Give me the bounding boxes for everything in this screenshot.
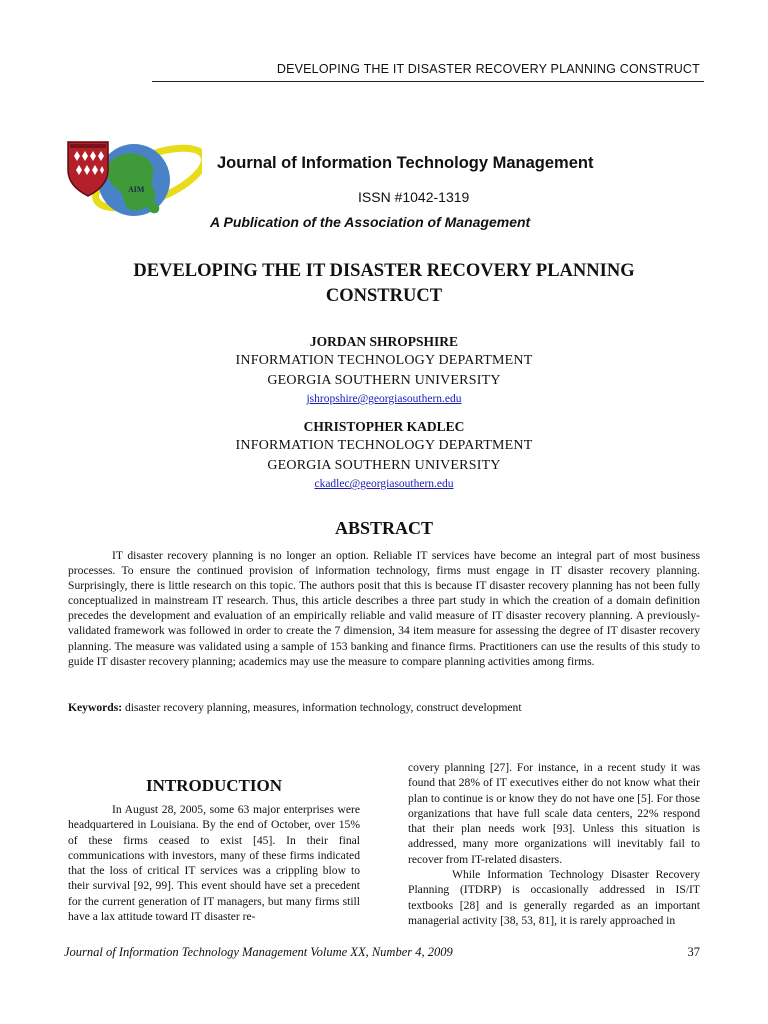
author-email-link[interactable]: ckadlec@georgiasouthern.edu — [314, 478, 454, 490]
issn: ISSN #1042-1319 — [358, 189, 470, 205]
page-number: 37 — [687, 945, 700, 959]
journal-title: Journal of Information Technology Management — [217, 154, 594, 172]
author-block — [84, 418, 684, 492]
body-paragraph: In August 28, 2005, some 63 major enterprises were headquartered in Louisiana. By the end of October, over 15% of these firms ceased to exist [45]. In their final communications with investors, many of these firms indicated that the loss of critical IT services was a crippling blow to their survival [92, 99]. This event should have set a precedent for the current generation of IT managers, but many firms still have a lax attitude toward IT disaster re- — [68, 803, 360, 924]
author-email-link[interactable]: jshropshire@georgiasouthern.edu — [306, 393, 462, 405]
body-paragraph: While Information Technology Disaster Recovery Planning (ITDRP) is occasionally addressed in IS/IT textbooks [28] and is generally regarded as an important managerial activity [38, 53, 81], it is rarely approached in — [408, 868, 700, 927]
introduction-heading: INTRODUCTION — [145, 776, 283, 795]
author-department: INFORMATION TECHNOLOGY DEPARTMENT — [235, 353, 533, 368]
abstract-body — [68, 548, 700, 669]
abstract-heading: ABSTRACT — [334, 518, 434, 538]
right-column — [408, 760, 700, 928]
author-name: JORDAN SHROPSHIRE — [309, 334, 459, 349]
left-column — [68, 802, 360, 924]
author-university: GEORGIA SOUTHERN UNIVERSITY — [267, 458, 501, 473]
abstract-paragraph: IT disaster recovery planning is no longer an option. Reliable IT services have become an integral part of most business processes. To ensure the continued provision of information technology, firms must engage in IT disaster recovery planning. Surprisingly, there is little research on this topic. The authors posit that this is because IT disaster recovery planning has not been fully conceptualized in mainstream IT research. Thus, this article describes a three part study in which the creation of a domain definition precedes the development and evaluation of an empirically reliable and valid measure of IT disaster recovery planning. A previously-validated framework was followed in order to create the 7 dimension, 34 item measure for assessing the degree of IT disaster recovery planning. The measure was validated using a sample of 153 banking and finance firms. Practitioners can use the results of this study to guide IT disaster recovery planning; academics may use the measure to compare planning activities among firms. — [68, 549, 700, 668]
running-head: DEVELOPING THE IT DISASTER RECOVERY PLANNING CONSTRUCT — [276, 62, 700, 76]
publication-line: A Publication of the Association of Management — [210, 214, 531, 230]
paper-title-line-2: CONSTRUCT — [325, 286, 443, 306]
author-block — [84, 333, 684, 407]
header-rule — [152, 81, 704, 82]
logo-lettering: AIM — [128, 185, 145, 194]
keywords-text: disaster recovery planning, measures, information technology, construct development — [122, 701, 522, 714]
author-name: CHRISTOPHER KADLEC — [303, 419, 465, 434]
keywords-line — [68, 700, 700, 715]
author-university: GEORGIA SOUTHERN UNIVERSITY — [267, 373, 501, 388]
footer-citation: Journal of Information Technology Management Volume XX, Number 4, 2009 — [64, 945, 453, 959]
paper-title-line-1: DEVELOPING THE IT DISASTER RECOVERY PLANNING — [133, 261, 635, 281]
journal-logo — [62, 130, 202, 230]
body-paragraph: covery planning [27]. For instance, in a recent study it was found that 28% of IT executives either do not know what their plan to continue is or know they do not have one [5]. For those organizations that have full scale data centers, 22% respond that their plan needs work [93]. Unless this situation is addressed, many more organizations will inevitably fail to recover from IT-related disasters. — [408, 761, 700, 866]
keywords-label: Keywords: — [68, 701, 123, 714]
author-department: INFORMATION TECHNOLOGY DEPARTMENT — [235, 438, 533, 453]
paper-title — [84, 259, 684, 309]
